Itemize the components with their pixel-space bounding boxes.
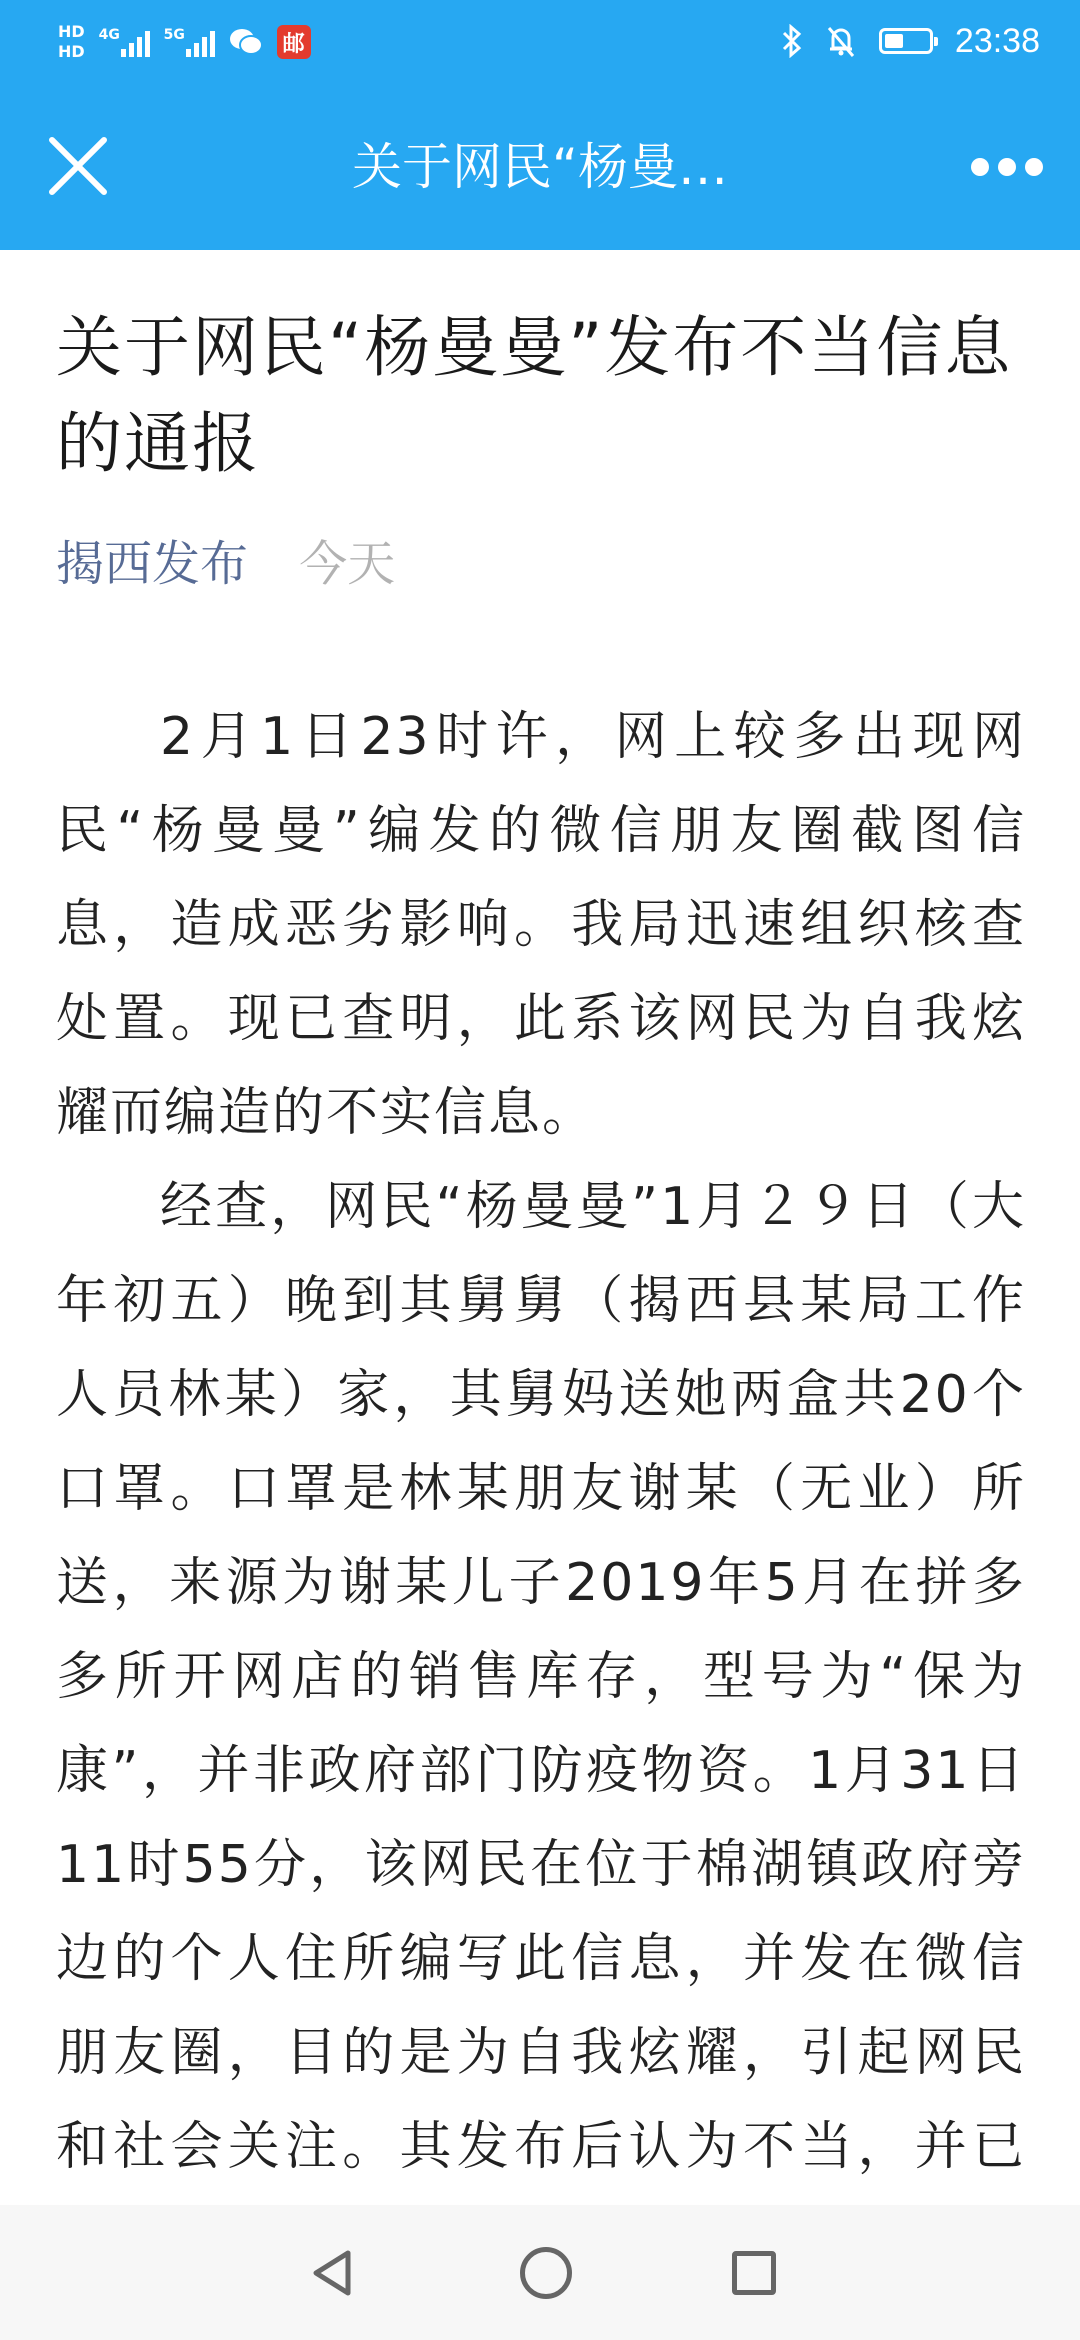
- bluetooth-icon: [781, 24, 803, 58]
- system-nav-bar: [0, 2205, 1080, 2340]
- status-left: [58, 12, 311, 72]
- mute-bell-icon: [825, 24, 857, 58]
- status-right: [781, 18, 1040, 64]
- mail-app-icon: 邮: [277, 25, 311, 59]
- recents-icon[interactable]: [732, 2251, 776, 2295]
- nav-bar: [0, 82, 1080, 250]
- signal-icon-2: [164, 27, 215, 57]
- hd-label-1: HD: [58, 22, 85, 41]
- article-meta: [56, 534, 1026, 594]
- nav-title: 关于网民“杨曼…: [352, 138, 728, 196]
- more-dots-icon[interactable]: [962, 142, 1052, 192]
- clock: 23:38: [954, 21, 1040, 60]
- article-title: 关于网民“杨曼曼”发布不当信息的通报: [56, 309, 1013, 482]
- hd-label-2: HD: [58, 42, 85, 61]
- status-bar: [0, 0, 1080, 82]
- home-icon[interactable]: [520, 2247, 572, 2299]
- battery-icon: [879, 28, 933, 54]
- back-icon[interactable]: [304, 2245, 360, 2301]
- article-content: [56, 300, 1026, 2288]
- paragraph-1: 2月1日23时许，网上较多出现网民“杨曼曼”编发的微信朋友圈截图信息，造成恶劣影响。我局迅速组织核查处置。现已查明，此系该网民为自我炫耀而编造的不实信息。: [56, 707, 1026, 1143]
- article-body: [56, 690, 1026, 2288]
- wechat-icon: [229, 27, 263, 57]
- author-link[interactable]: 揭西发布: [56, 536, 249, 592]
- paragraph-2: 经查，网民“杨曼曼”1月２９日（大年初五）晚到其舅舅（揭西县某局工作人员林某）家，其舅妈送她两盒共20个口罩。口罩是林某朋友谢某（无业）所送，来源为谢某儿子2019年5月在拼多多所开网店的销售库存，型号为“保为康”，并非政府部门防疫物资。1月31日11时55分，该网民在位于棉湖镇政府旁边的个人住所编写此信息，并发在微信朋友圈，目的是为自我炫耀，引起网民和社会关注。其发布后认为不当，并已: [56, 1177, 1026, 2177]
- hd-indicator: [58, 22, 85, 62]
- network-type-2: 5G: [163, 27, 185, 43]
- signal-icon-1: [99, 27, 150, 57]
- network-type-1: 4G: [98, 27, 120, 43]
- top-bar: [0, 0, 1080, 250]
- publish-date: 今天: [299, 536, 396, 592]
